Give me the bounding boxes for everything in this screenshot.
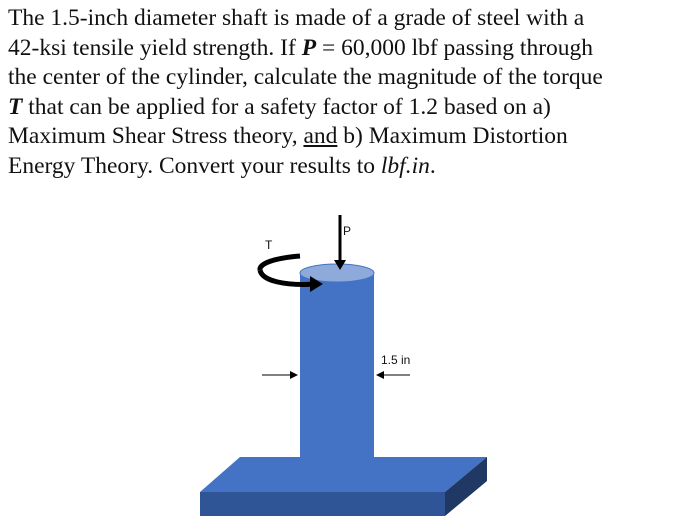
shaft-diagram xyxy=(0,200,700,525)
unit-text: lbf.in xyxy=(380,152,430,179)
shaft-figure xyxy=(0,200,700,525)
text-fragment: . xyxy=(429,152,436,179)
text-fragment: the center of the cylinder, calculate the magnitude of the torque xyxy=(8,64,603,90)
text-fragment: that can be applied for a safety factor of 1.2 based on a) xyxy=(22,93,551,120)
text-fragment: Maximum Shear Stress theory, xyxy=(8,123,304,149)
problem-line-6 xyxy=(8,152,692,182)
text-fragment: The 1.5-inch diameter shaft is made of a grade of steel with a xyxy=(8,5,585,31)
problem-line-2 xyxy=(8,34,692,64)
force-symbol: P xyxy=(301,34,317,61)
problem-line-1 xyxy=(8,4,692,34)
torque-label: T xyxy=(265,238,273,252)
text-fragment: = 60,000 lbf passing through xyxy=(316,34,594,61)
diameter-label: 1.5 in xyxy=(381,353,411,367)
shaft-body xyxy=(300,273,374,486)
torque-arrow-back xyxy=(260,256,300,270)
text-fragment: 42-ksi tensile yield strength. If xyxy=(8,34,302,61)
problem-line-3 xyxy=(8,63,692,93)
force-label: P xyxy=(343,224,352,238)
problem-line-5 xyxy=(8,122,692,152)
problem-line-4 xyxy=(8,93,692,123)
underlined-and: and xyxy=(303,123,338,149)
text-fragment: b) Maximum Distortion xyxy=(337,123,568,149)
torque-symbol: T xyxy=(8,93,23,120)
shaft-cylinder xyxy=(300,264,374,486)
text-fragment: Energy Theory. Convert your results to xyxy=(8,152,381,179)
base-plate-front xyxy=(200,492,445,516)
problem-statement xyxy=(8,4,692,181)
